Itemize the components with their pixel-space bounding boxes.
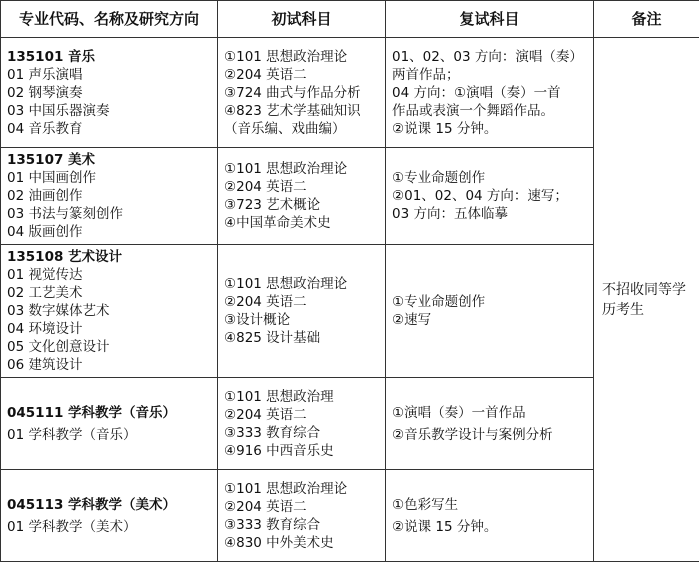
initial-exam-cell [218,470,386,562]
major-cell [1,148,218,245]
direction-item: 02 油画创作 [7,187,211,205]
table-row [1,38,699,148]
retest-item: ①色彩写生 [392,496,587,514]
major-title: 045111 学科教学（音乐） [7,404,211,422]
exam-subject: ②204 英语二 [224,498,379,516]
exam-subject: ①101 思想政治理论 [224,160,379,178]
direction-item: 02 工艺美术 [7,284,211,302]
direction-item: 04 环境设计 [7,320,211,338]
retest-cell [386,470,594,562]
direction-item: 03 数字媒体艺术 [7,302,211,320]
retest-item: 03 方向：五体临摹 [392,205,587,223]
direction-item: 01 学科教学（音乐） [7,426,211,444]
direction-item: 04 版画创作 [7,223,211,241]
exam-subject: ④916 中西音乐史 [224,442,379,460]
exam-subject: ③724 曲式与作品分析 [224,84,379,102]
exam-subject: ④825 设计基础 [224,329,379,347]
major-cell [1,470,218,562]
exam-subject: ④中国革命美术史 [224,214,379,232]
exam-subject: ④830 中外美术史 [224,534,379,552]
major-cell [1,245,218,378]
major-title: 045113 学科教学（美术） [7,496,211,514]
retest-item: ②说课 15 分钟。 [392,120,587,138]
initial-exam-cell [218,38,386,148]
exam-subject: ②204 英语二 [224,406,379,424]
retest-item: ②01、02、04 方向：速写； [392,187,587,205]
exam-subject: ③723 艺术概论 [224,196,379,214]
exam-subject: ①101 思想政治理论 [224,480,379,498]
retest-item: ②音乐教学设计与案例分析 [392,426,587,444]
header-note: 备注 [594,1,699,38]
exam-subject: ①101 思想政治理 [224,388,379,406]
initial-exam-cell [218,378,386,470]
retest-item: ①演唱（奏）一首作品 [392,404,587,422]
retest-cell [386,245,594,378]
table-header-row [1,1,699,38]
retest-cell [386,38,594,148]
exam-subject: ④823 艺术学基础知识 [224,102,379,120]
major-title: 135108 艺术设计 [7,248,211,266]
header-major: 专业代码、名称及研究方向 [1,1,218,38]
major-cell [1,38,218,148]
exam-subject: ②204 英语二 [224,178,379,196]
major-title: 135101 音乐 [7,48,211,66]
retest-item: ②速写 [392,311,587,329]
retest-item: ①专业命题创作 [392,169,587,187]
exam-subject: ②204 英语二 [224,66,379,84]
exam-subject: （音乐编、戏曲编） [224,120,379,138]
exam-subject: ③333 教育综合 [224,516,379,534]
direction-item: 01 学科教学（美术） [7,518,211,536]
direction-item: 01 视觉传达 [7,266,211,284]
major-title: 135107 美术 [7,151,211,169]
exam-subject: ③333 教育综合 [224,424,379,442]
exam-subject: ①101 思想政治理论 [224,48,379,66]
direction-item: 01 中国画创作 [7,169,211,187]
retest-item: ①专业命题创作 [392,293,587,311]
exam-subject: ②204 英语二 [224,293,379,311]
header-initial-exam: 初试科目 [218,1,386,38]
direction-item: 05 文化创意设计 [7,338,211,356]
direction-item: 03 中国乐器演奏 [7,102,211,120]
retest-item: 04 方向：①演唱（奏）一首 [392,84,587,102]
major-cell [1,378,218,470]
exam-subject: ①101 思想政治理论 [224,275,379,293]
retest-item: 作品或表演一个舞蹈作品。 [392,102,587,120]
note-cell: 不招收同等学历考生 [594,38,699,562]
direction-item: 03 书法与篆刻创作 [7,205,211,223]
header-retest: 复试科目 [386,1,594,38]
direction-item: 01 声乐演唱 [7,66,211,84]
initial-exam-cell [218,148,386,245]
direction-item: 06 建筑设计 [7,356,211,374]
retest-item: 01、02、03 方向：演唱（奏） [392,48,587,66]
retest-cell [386,148,594,245]
direction-item: 04 音乐教育 [7,120,211,138]
retest-cell [386,378,594,470]
exam-subject: ③设计概论 [224,311,379,329]
initial-exam-cell [218,245,386,378]
retest-item: ②说课 15 分钟。 [392,518,587,536]
retest-item: 两首作品； [392,66,587,84]
direction-item: 02 钢琴演奏 [7,84,211,102]
